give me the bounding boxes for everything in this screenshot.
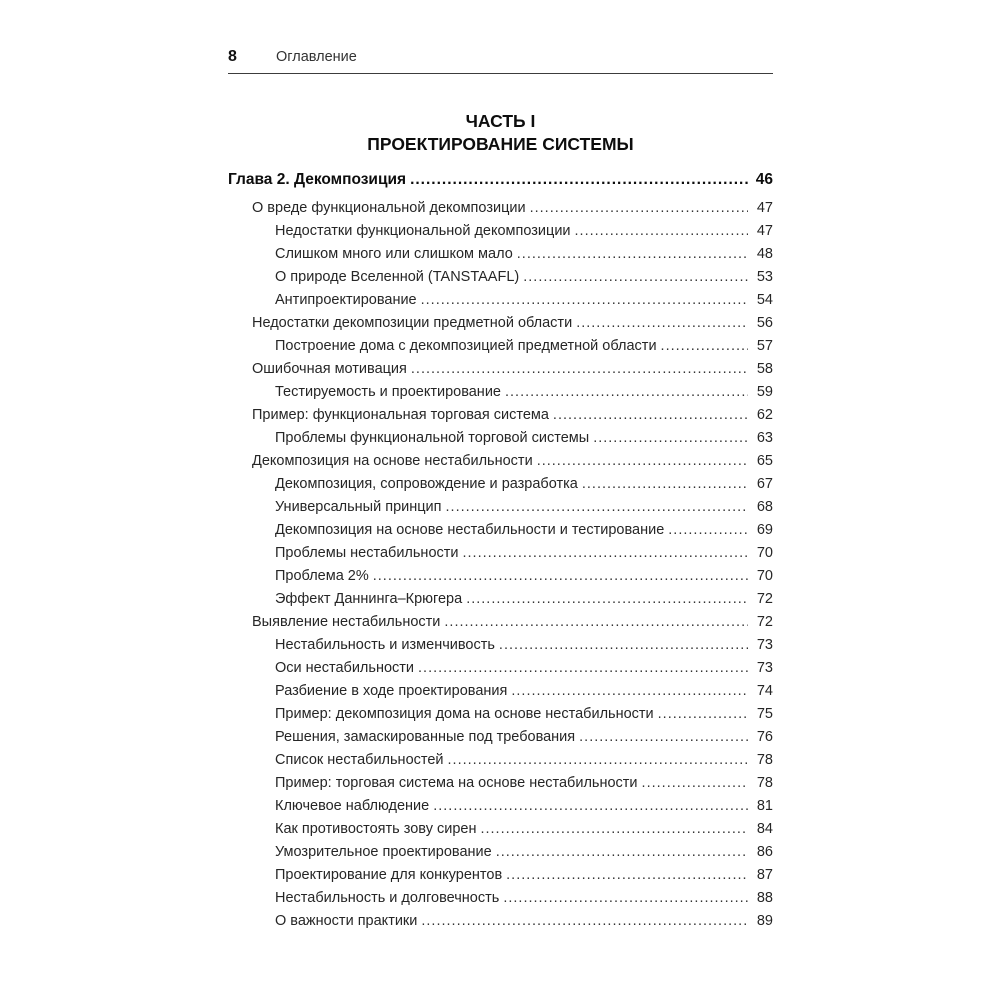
toc-entry (228, 798, 773, 821)
toc-entry (228, 522, 773, 545)
toc-entry-page: 81 (756, 798, 773, 814)
toc-entry-page: 74 (756, 683, 773, 699)
dot-leader (517, 246, 748, 262)
toc-entry-title: Нестабильность и изменчивость (275, 637, 495, 653)
toc-entry-title: Тестируемость и проектирование (275, 384, 501, 400)
toc-entry-title: Выявление нестабильности (252, 614, 441, 630)
toc-entry-title: Ошибочная мотивация (252, 361, 407, 377)
dot-leader (433, 798, 748, 814)
toc-entry-page: 84 (756, 821, 773, 837)
dot-leader (448, 752, 748, 768)
dot-leader (579, 729, 748, 745)
toc-entry-page: 59 (756, 384, 773, 400)
toc-entry-title: Декомпозиция на основе нестабильности и тестирование (275, 522, 665, 538)
dot-leader (576, 315, 748, 331)
dot-leader (418, 660, 748, 676)
toc-entry-page: 78 (756, 752, 773, 768)
toc-entry-title: Построение дома с декомпозицией предметной области (275, 338, 657, 354)
dot-leader (582, 476, 748, 492)
toc-entry (228, 913, 773, 936)
toc-entry-page: 47 (756, 200, 773, 216)
toc-entry (228, 683, 773, 706)
toc-entry-title: Список нестабильностей (275, 752, 444, 768)
toc-entry (228, 269, 773, 292)
toc-entry-title: Оси нестабильности (275, 660, 415, 676)
dot-leader (463, 545, 749, 561)
toc-entry-title: Эффект Даннинга–Крюгера (275, 591, 463, 607)
toc-entry-page: 69 (756, 522, 773, 538)
dot-leader (499, 637, 748, 653)
toc-chapter-row (228, 171, 773, 197)
toc-entry-title: Пример: торговая система на основе нестабильности (275, 775, 638, 791)
page-number: 8 (228, 48, 237, 65)
dot-leader (480, 821, 748, 837)
toc-entry-page: 57 (756, 338, 773, 354)
toc-entry (228, 637, 773, 660)
dot-leader (444, 614, 748, 630)
dot-leader (506, 867, 748, 883)
toc-entry-page: 86 (756, 844, 773, 860)
toc-list (228, 171, 773, 936)
toc-entry-title: Недостатки функциональной декомпозиции (275, 223, 571, 239)
toc-entry (228, 752, 773, 775)
toc-chapter-page: 46 (755, 171, 773, 188)
toc-entry-title: Декомпозиция на основе нестабильности (252, 453, 533, 469)
dot-leader (553, 407, 748, 423)
dot-leader (593, 430, 748, 446)
toc-entry (228, 476, 773, 499)
dot-leader (421, 913, 748, 929)
toc-entry-page: 88 (756, 890, 773, 906)
dot-leader (503, 890, 748, 906)
toc-entry (228, 384, 773, 407)
toc-entry-title: Декомпозиция, сопровождение и разработка (275, 476, 578, 492)
toc-entry-title: Проблемы функциональной торговой системы (275, 430, 590, 446)
toc-entry-page: 56 (756, 315, 773, 331)
toc-entry-page: 72 (756, 614, 773, 630)
toc-entry (228, 361, 773, 384)
toc-entry-title: Разбиение в ходе проектирования (275, 683, 508, 699)
dot-leader (411, 361, 748, 377)
dot-leader (537, 453, 748, 469)
dot-leader (446, 499, 748, 515)
part-label: ЧАСТЬ I (465, 111, 536, 131)
toc-entry-title: О важности практики (275, 913, 418, 929)
toc-entry (228, 292, 773, 315)
toc-entry-title: Ключевое наблюдение (275, 798, 430, 814)
toc-entry (228, 499, 773, 522)
toc-entry (228, 706, 773, 729)
dot-leader (642, 775, 748, 791)
toc-entry-page: 63 (756, 430, 773, 446)
toc-entry-page: 58 (756, 361, 773, 377)
dot-leader (668, 522, 748, 538)
toc-entry (228, 660, 773, 683)
part-title: ПРОЕКТИРОВАНИЕ СИСТЕМЫ (367, 134, 634, 154)
toc-entry-title: Пример: декомпозиция дома на основе нестабильности (275, 706, 654, 722)
dot-leader (530, 200, 748, 216)
page-content (228, 48, 773, 936)
dot-leader (421, 292, 748, 308)
toc-entry (228, 430, 773, 453)
toc-entry-page: 72 (756, 591, 773, 607)
toc-entry (228, 545, 773, 568)
toc-entry-page: 62 (756, 407, 773, 423)
toc-entry (228, 775, 773, 798)
toc-entry (228, 568, 773, 591)
toc-entry-title: О вреде функциональной декомпозиции (252, 200, 526, 216)
toc-entry-page: 70 (756, 545, 773, 561)
page-header (228, 48, 773, 74)
toc-entry (228, 407, 773, 430)
toc-entry-title: Проектирование для конкурентов (275, 867, 503, 883)
toc-entry-page: 89 (756, 913, 773, 929)
toc-entry (228, 591, 773, 614)
dot-leader (505, 384, 748, 400)
toc-entry (228, 614, 773, 637)
part-heading (228, 110, 773, 156)
toc-entry-title: Универсальный принцип (275, 499, 442, 515)
toc-entry (228, 246, 773, 269)
dot-leader (410, 171, 748, 189)
toc-entry (228, 338, 773, 361)
toc-entry-title: Слишком много или слишком мало (275, 246, 513, 262)
toc-entry-title: Умозрительное проектирование (275, 844, 492, 860)
toc-entry-page: 75 (756, 706, 773, 722)
toc-entry-title: Нестабильность и долговечность (275, 890, 500, 906)
toc-entry-title: Недостатки декомпозиции предметной области (252, 315, 573, 331)
toc-chapter-title: Глава 2. Декомпозиция (228, 171, 407, 188)
dot-leader (523, 269, 748, 285)
toc-entry (228, 200, 773, 223)
toc-entry-title: Как противостоять зову сирен (275, 821, 477, 837)
toc-entry (228, 453, 773, 476)
toc-entry-page: 47 (756, 223, 773, 239)
toc-entry-page: 48 (756, 246, 773, 262)
dot-leader (466, 591, 748, 607)
toc-entry-page: 76 (756, 729, 773, 745)
running-title: Оглавление (276, 49, 357, 65)
toc-entry-page: 65 (756, 453, 773, 469)
toc-entry (228, 844, 773, 867)
toc-entry-page: 78 (756, 775, 773, 791)
dot-leader (658, 706, 748, 722)
toc-entry (228, 315, 773, 338)
toc-entry-page: 54 (756, 292, 773, 308)
toc-entry (228, 821, 773, 844)
toc-entry-page: 53 (756, 269, 773, 285)
toc-entry-title: Проблема 2% (275, 568, 369, 584)
toc-entry-page: 73 (756, 660, 773, 676)
dot-leader (511, 683, 748, 699)
toc-entry-page: 70 (756, 568, 773, 584)
toc-entry (228, 867, 773, 890)
toc-entry-page: 67 (756, 476, 773, 492)
toc-entry (228, 729, 773, 752)
toc-entry-title: Проблемы нестабильности (275, 545, 459, 561)
toc-entry-title: Антипроектирование (275, 292, 417, 308)
dot-leader (496, 844, 748, 860)
toc-entry-title: О природе Вселенной (TANSTAAFL) (275, 269, 520, 285)
toc-entry (228, 890, 773, 913)
toc-entry-page: 87 (756, 867, 773, 883)
toc-entry (228, 223, 773, 246)
toc-entry-title: Пример: функциональная торговая система (252, 407, 549, 423)
toc-entry-page: 73 (756, 637, 773, 653)
dot-leader (373, 568, 748, 584)
toc-entry-title: Решения, замаскированные под требования (275, 729, 576, 745)
toc-entry-page: 68 (756, 499, 773, 515)
dot-leader (661, 338, 748, 354)
dot-leader (575, 223, 748, 239)
